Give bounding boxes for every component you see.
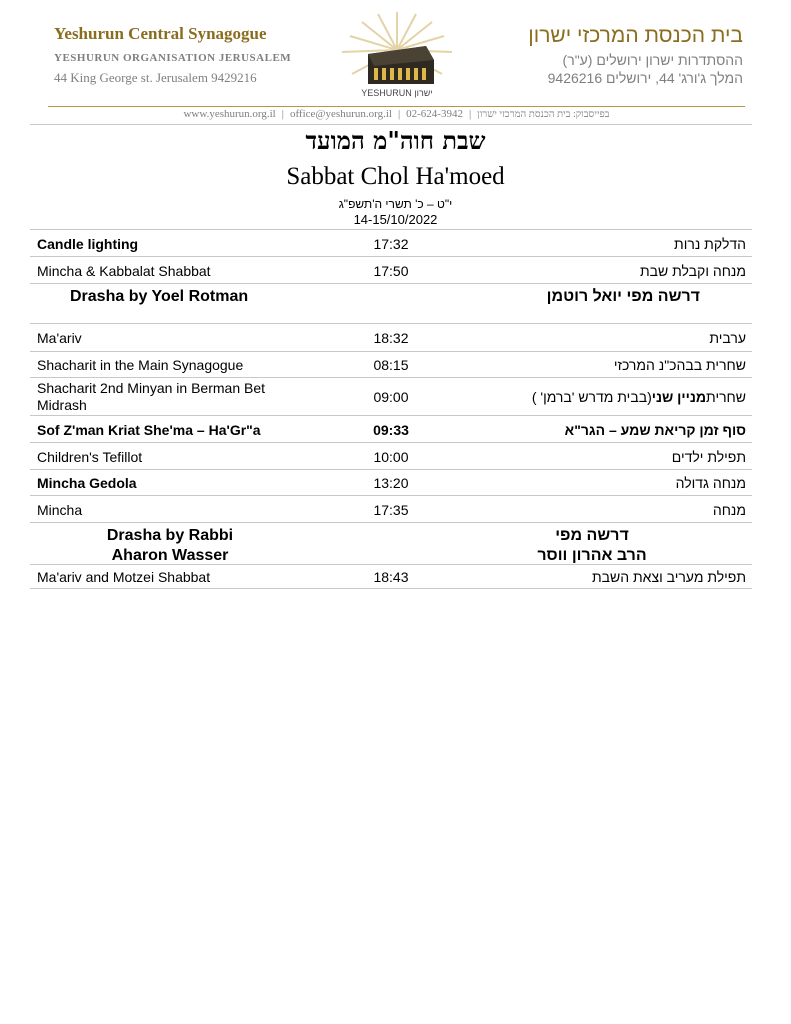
drasha-label-en-line1: Drasha by Rabbi [106, 527, 234, 544]
row-label-en: Mincha & Kabbalat Shabbat [37, 262, 211, 279]
schedule-row [30, 257, 752, 284]
row-label-he: שחרית בבהכ"נ המרכזי [613, 357, 746, 373]
schedule-row [30, 230, 752, 257]
row-label-en: Shacharit in the Main Synagogue [37, 357, 244, 373]
schedule-row [30, 470, 752, 496]
contact-divider [30, 124, 752, 125]
row-time: 09:33 [373, 421, 409, 438]
drasha-label-en: Drasha by Yoel Rotman [70, 288, 249, 305]
schedule-row [30, 443, 752, 470]
row-label-he: הדלקת נרות [674, 235, 746, 252]
schedule-row [30, 416, 752, 443]
row-label-he: מנחה וקבלת שבת [640, 262, 746, 279]
date-hebrew: י"ט – כ' תשרי ה'תשפ"ג [338, 197, 453, 211]
row-time: 17:35 [373, 501, 409, 518]
row-label-en: Shacharit 2nd Minyan in Berman Bet Midrash [37, 380, 266, 413]
website-link[interactable]: www.yeshurun.org.il [183, 108, 276, 120]
row-label-en: Ma'ariv and Motzei Shabbat [37, 569, 211, 585]
schedule-row [30, 496, 752, 523]
row-time: 08:15 [373, 357, 409, 373]
row-label-en: Mincha [37, 501, 83, 518]
contact-line: www.yeshurun.org.il | office@yeshurun.org.il | 02-624-3942 | בפייסבוק: בית הכנסת המרכזי ישרון [183, 108, 610, 120]
schedule-row [30, 352, 752, 378]
row-time: 13:20 [373, 475, 409, 491]
row-time: 09:00 [373, 389, 409, 405]
schedule-row [30, 565, 752, 589]
letterhead [0, 0, 791, 110]
row-label-en: Children's Tefillot [37, 448, 143, 465]
org-address-en: 44 King George st. Jerusalem 9429216 [54, 70, 257, 85]
page-title-hebrew: שבת חוה"מ המועד [305, 126, 486, 155]
row-label-en: Ma'ariv [37, 330, 82, 346]
page-title-english: Sabbat Chol Ha'moed [286, 163, 505, 190]
row-label-en: Mincha Gedola [37, 475, 137, 491]
logo-caption: YESHURUN ישרון [361, 88, 433, 98]
row-label-he: שחרית מניין שני (בבית מדרש 'ברמן' ) [531, 389, 746, 405]
org-address-he: המלך ג'ורג' 44, ירושלים 9426216 [547, 70, 743, 86]
org-english-block [54, 24, 291, 86]
date-gregorian: 14-15/10/2022 [353, 212, 438, 227]
row-label-en: Candle lighting [37, 235, 139, 252]
drasha-label-en-line2: Aharon Wasser [111, 547, 229, 564]
drasha-row [30, 284, 752, 324]
org-name-he: בית הכנסת המרכזי ישרון [528, 24, 743, 47]
row-time: 18:32 [373, 330, 409, 346]
row-label-he: ערבית [709, 330, 746, 346]
row-time: 17:32 [373, 235, 409, 252]
row-label-he: תפילת ילדים [671, 448, 746, 465]
org-subtitle-he: ההסתדרות ישרון ירושלים (ע"ר) [562, 52, 743, 68]
row-label-he: מנחה [712, 501, 746, 518]
row-label-he: תפילת מעריב וצאת השבת [591, 569, 746, 585]
logo-building-icon [338, 10, 456, 90]
drasha-label-he: דרשה מפי יואל רוטמן [546, 288, 700, 305]
row-label-he: סוף זמן קריאת שמע – הגר"א [564, 421, 746, 438]
row-time: 18:43 [373, 569, 409, 585]
email-link[interactable]: office@yeshurun.org.il [289, 108, 392, 120]
row-label-he: מנחה גדולה [675, 475, 746, 491]
row-label-en: Sof Z'man Kriat She'ma – Ha'Gr"a [37, 421, 261, 438]
header-divider [48, 106, 745, 107]
drasha-row [30, 523, 752, 565]
row-time: 17:50 [373, 262, 409, 279]
drasha-label-he-line2: הרב אהרון ווסר [537, 547, 647, 564]
facebook-text: בפייסבוק: בית הכנסת המרכזי ישרון [477, 109, 610, 120]
schedule-row [30, 324, 752, 352]
row-time: 10:00 [373, 448, 409, 465]
synagogue-logo [338, 10, 456, 102]
drasha-label-he-line1: דרשה מפי [555, 527, 629, 544]
phone-number: 02-624-3942 [406, 108, 463, 120]
schedule-table [30, 229, 752, 589]
org-hebrew-block [528, 24, 743, 86]
org-name-en: Yeshurun Central Synagogue [54, 24, 267, 43]
org-subtitle-en: YESHURUN ORGANISATION JERUSALEM [54, 52, 292, 64]
schedule-row [30, 378, 752, 416]
